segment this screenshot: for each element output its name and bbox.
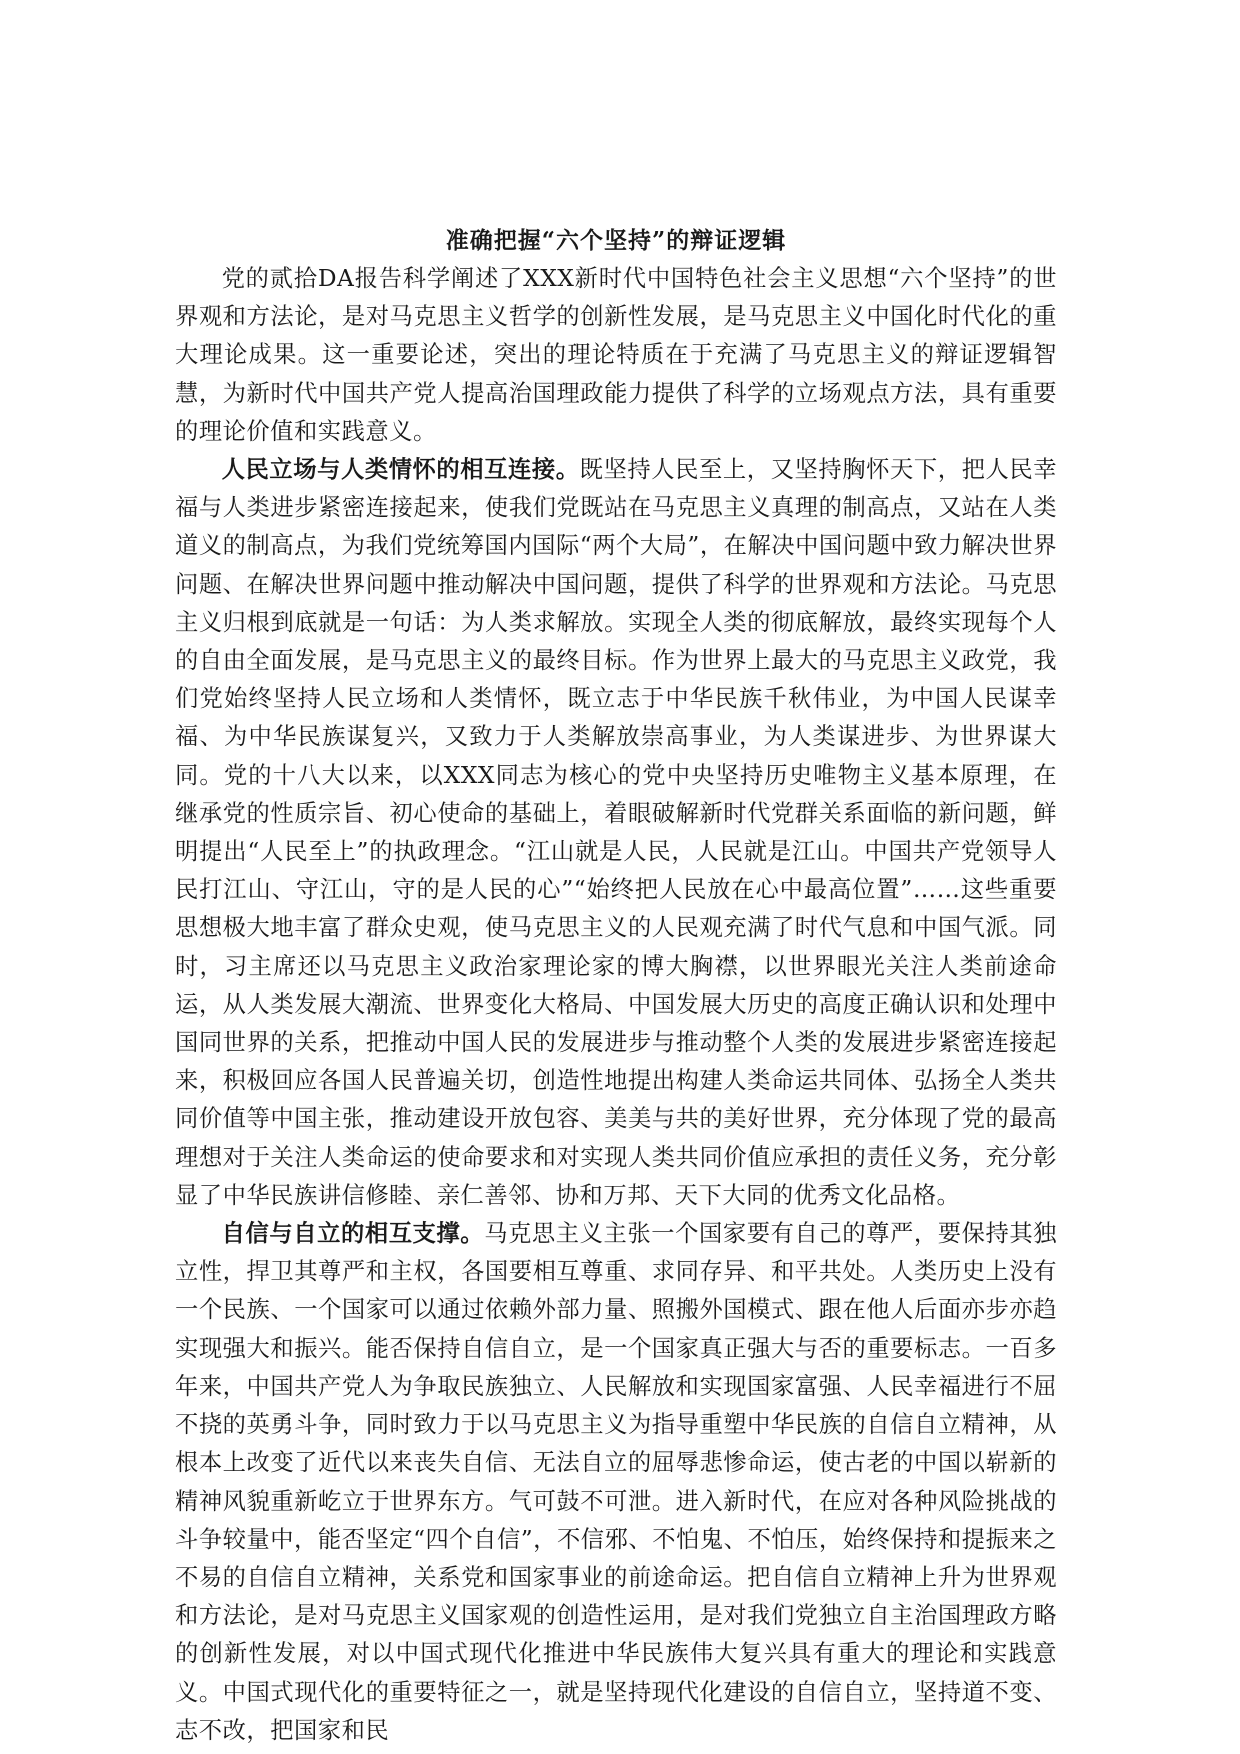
section-2-heading: 自信与自立的相互支撑。 (221, 1220, 485, 1248)
intro-paragraph: 党的贰拾DA报告科学阐述了XXX新时代中国特色社会主义思想“六个坚持”的世界观和方法论，是对马克思主义哲学的创新性发展，是马克思主义中国化时代化的重大理论成果。这一重要论述，突出的理论特质在于充满了马克思主义的辩证逻辑智慧，为新时代中国共产党人提高治国理政能力提供了科学的立场观点方法，具有重要的理论价值和实践意义。 (175, 265, 1057, 445)
document-title: 准确把握“六个坚持”的辩证逻辑 (445, 227, 787, 254)
section-1-paragraph (175, 451, 1057, 1215)
section-2-body: 马克思主义主张一个国家要有自己的尊严，要保持其独立性，捍卫其尊严和主权，各国要相互尊重、求同存异、和平共处。人类历史上没有一个民族、一个国家可以通过依赖外部力量、照搬外国模式、跟在他人后面亦步亦趋实现强大和振兴。能否保持自信自立，是一个国家真正强大与否的重要标志。一百多年来，中国共产党人为争取民族独立、人民解放和实现国家富强、人民幸福进行不屈不挠的英勇斗争，同时致力于以马克思主义为指导重塑中华民族的自信自立精神，从根本上改变了近代以来丧失自信、无法自立的屈辱悲惨命运，使古老的中国以崭新的精神风貌重新屹立于世界东方。气可鼓不可泄。进入新时代，在应对各种风险挑战的斗争较量中，能否坚定“四个自信”，不信邪、不怕鬼、不怕压，始终保持和提振来之不易的自信自立精神，关系党和国家事业的前途命运。把自信自立精神上升为世界观和方法论，是对马克思主义国家观的创造性运用，是对我们党独立自主治国理政方略的创新性发展，对以中国式现代化推进中华民族伟大复兴具有重大的理论和实践意义。中国式现代化的重要特征之一，就是坚持现代化建设的自信自立，坚持道不变、志不改，把国家和民 (175, 1220, 1058, 1744)
section-2-paragraph (175, 1215, 1057, 1750)
section-1-heading: 人民立场与人类情怀的相互连接。 (221, 456, 580, 484)
document-page (175, 222, 1057, 1750)
section-1-body: 既坚持人民至上，又坚持胸怀天下，把人民幸福与人类进步紧密连接起来，使我们党既站在马克思主义真理的制高点，又站在人类道义的制高点，为我们党统筹国内国际“两个大局”，在解决中国问题中致力解决世界问题、在解决世界问题中推动解决中国问题，提供了科学的世界观和方法论。马克思主义归根到底就是一句话：为人类求解放。实现全人类的彻底解放，最终实现每个人的自由全面发展，是马克思主义的最终目标。作为世界上最大的马克思主义政党，我们党始终坚持人民立场和人类情怀，既立志于中华民族千秋伟业，为中国人民谋幸福、为中华民族谋复兴，又致力于人类解放崇高事业，为人类谋进步、为世界谋大同。党的十八大以来，以XXX同志为核心的党中央坚持历史唯物主义基本原理，在继承党的性质宗旨、初心使命的基础上，着眼破解新时代党群关系面临的新问题，鲜明提出“人民至上”的执政理念。“江山就是人民，人民就是江山。中国共产党领导人民打江山、守江山，守的是人民的心”“始终把人民放在心中最高位置”……这些重要思想极大地丰富了群众史观，使马克思主义的人民观充满了时代气息和中国气派。同时，习主席还以马克思主义政治家理论家的博大胸襟，以世界眼光关注人类前途命运，从人类发展大潮流、世界变化大格局、中国发展大历史的高度正确认识和处理中国同世界的关系，把推动中国人民的发展进步与推动整个人类的发展进步紧密连接起来，积极回应各国人民普遍关切，创造性地提出构建人类命运共同体、弘扬全人类共同价值等中国主张，推动建设开放包容、美美与共的美好世界，充分体现了党的最高理想对于关注人类命运的使命要求和对实现人类共同价值应承担的责任义务，充分彰显了中华民族讲信修睦、亲仁善邻、协和万邦、天下大同的优秀文化品格。 (175, 456, 1057, 1209)
